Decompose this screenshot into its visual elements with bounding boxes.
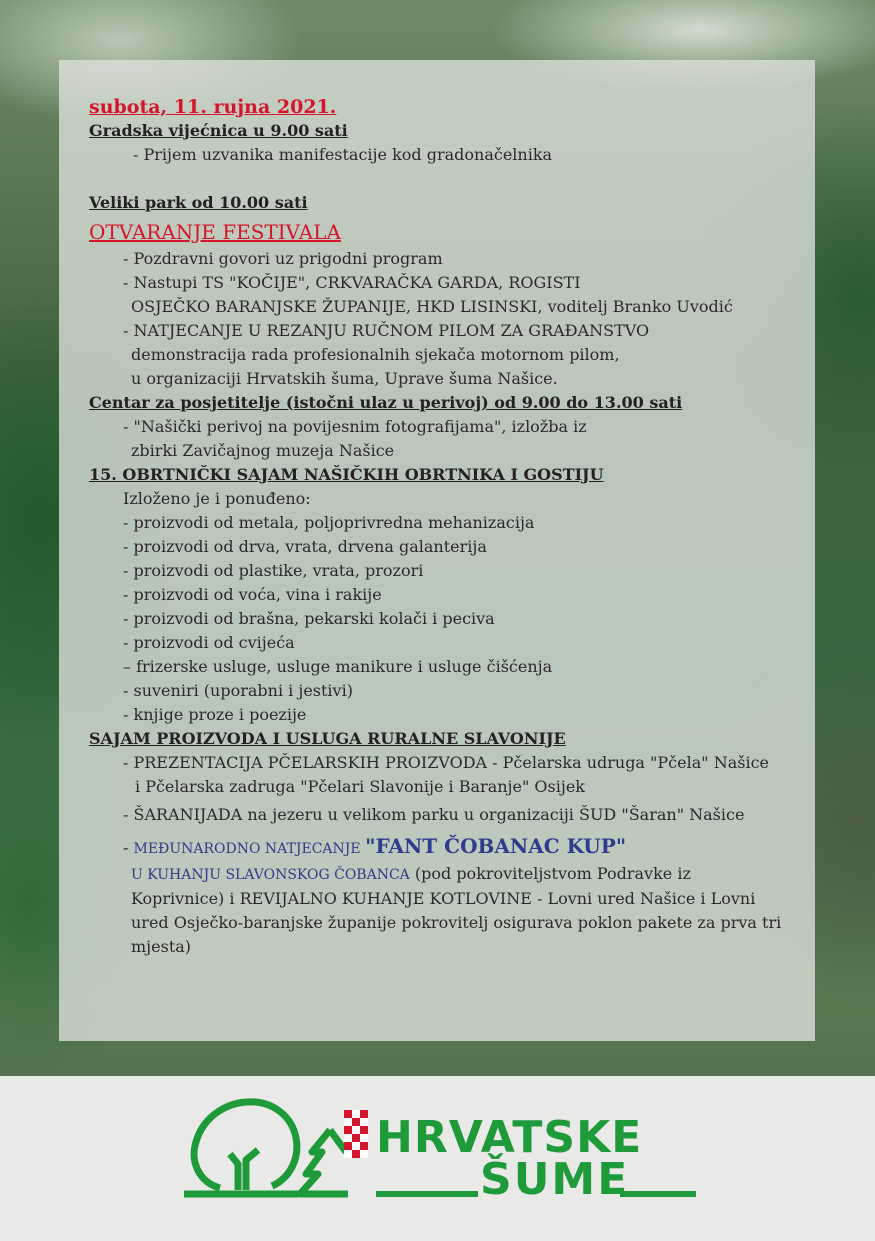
- list-item: - Prijem uzvanika manifestacije kod gradonačelnika: [133, 145, 553, 164]
- list-item: - ŠARANIJADA na jezeru u velikom parku u organizaciji ŠUD "Šaran" Našice: [123, 805, 745, 824]
- crafts-fair-heading: 15. OBRTNIČKI SAJAM NAŠIČKIH OBRTNIKA I GOSTIJU: [89, 465, 604, 484]
- logo-text-sume: ŠUME: [480, 1154, 630, 1205]
- list-item-continuation: OSJEČKO BARANJSKE ŽUPANIJE, HKD LISINSKI, voditelj Branko Uvodić: [131, 297, 733, 316]
- list-item: - PREZENTACIJA PČELARSKIH PROIZVODA - Pčelarska udruga "Pčela" Našice: [123, 753, 770, 772]
- list-item-continuation: demonstracija rada profesionalnih sjekača motornom pilom,: [131, 345, 620, 364]
- list-item-continuation: mjesta): [131, 937, 192, 956]
- checkerboard-icon: [344, 1110, 368, 1158]
- list-item: - proizvodi od plastike, vrata, prozori: [123, 561, 424, 580]
- list-item-continuation: zbirki Zavičajnog muzeja Našice: [131, 441, 395, 460]
- list-item: - proizvodi od metala, poljoprivredna mehanizacija: [123, 513, 535, 532]
- rural-fair-heading: SAJAM PROIZVODA I USLUGA RURALNE SLAVONIJE: [89, 729, 566, 748]
- list-item: - Nastupi TS "KOČIJE", CRKVARAČKA GARDA, ROGISTI: [123, 273, 581, 292]
- festival-opening-heading: OTVARANJE FESTIVALA: [89, 220, 341, 244]
- list-item-continuation: i Pčelarska zadruga "Pčelari Slavonije i Baranje" Osijek: [135, 777, 585, 796]
- list-item-continuation: u organizaciji Hrvatskih šuma, Uprave šuma Našice.: [131, 369, 558, 388]
- venue-city-hall: Gradska vijećnica u 9.00 sati: [89, 121, 348, 140]
- venue-visitor-centre: Centar za posjetitelje (istočni ulaz u perivoj) od 9.00 do 13.00 sati: [89, 393, 683, 412]
- list-item: - proizvodi od cvijeća: [123, 633, 295, 652]
- logo-text-hrvatske: HRVATSKE: [376, 1112, 643, 1163]
- hrvatske-sume-logo: [180, 1090, 700, 1205]
- venue-big-park: Veliki park od 10.00 sati: [89, 193, 308, 212]
- list-item: – frizerske usluge, usluge manikure i usluge čišćenja: [123, 657, 553, 676]
- event-date: subota, 11. rujna 2021.: [89, 96, 337, 118]
- tree-icon: [184, 1102, 348, 1194]
- list-item-continuation: Koprivnice) i REVIJALNO KUHANJE KOTLOVINE - Lovni ured Našice i Lovni: [131, 889, 756, 908]
- list-item: - proizvodi od drva, vrata, drvena galanterija: [123, 537, 487, 556]
- list-item: - NATJECANJE U REZANJU RUČNOM PILOM ZA GRAĐANSTVO: [123, 321, 650, 340]
- contest-name-prefix: MEĐUNARODNO NATJECANJE: [133, 841, 366, 857]
- list-item: - Pozdravni govori uz prigodni program: [123, 249, 443, 268]
- crafts-fair-intro: Izloženo je i ponuđeno:: [123, 489, 311, 508]
- contest-cup-name: "FANT ČOBANAC KUP": [365, 834, 627, 858]
- list-item-continuation: ured Osječko-baranjske županije pokrovitelj osigurava poklon pakete za prva tri: [131, 913, 782, 932]
- list-item: - "Našički perivoj na povijesnim fotografijama", izložba iz: [123, 417, 587, 436]
- list-item-continuation: [89, 862, 809, 887]
- list-item: - suveniri (uporabni i jestivi): [123, 681, 353, 700]
- contest-cobanac-label: U KUHANJU SLAVONSKOG ČOBANCA: [131, 867, 410, 883]
- contest-sponsor-text: (pod pokroviteljstvom Podravke iz: [409, 864, 691, 883]
- list-item: - proizvodi od brašna, pekarski kolači i peciva: [123, 609, 495, 628]
- list-dash: -: [123, 838, 134, 857]
- list-item: - proizvodi od voća, vina i rakije: [123, 585, 382, 604]
- list-item-cooking-contest: [89, 833, 809, 862]
- programme-content: [89, 95, 809, 959]
- list-item: - knjige proze i poezije: [123, 705, 307, 724]
